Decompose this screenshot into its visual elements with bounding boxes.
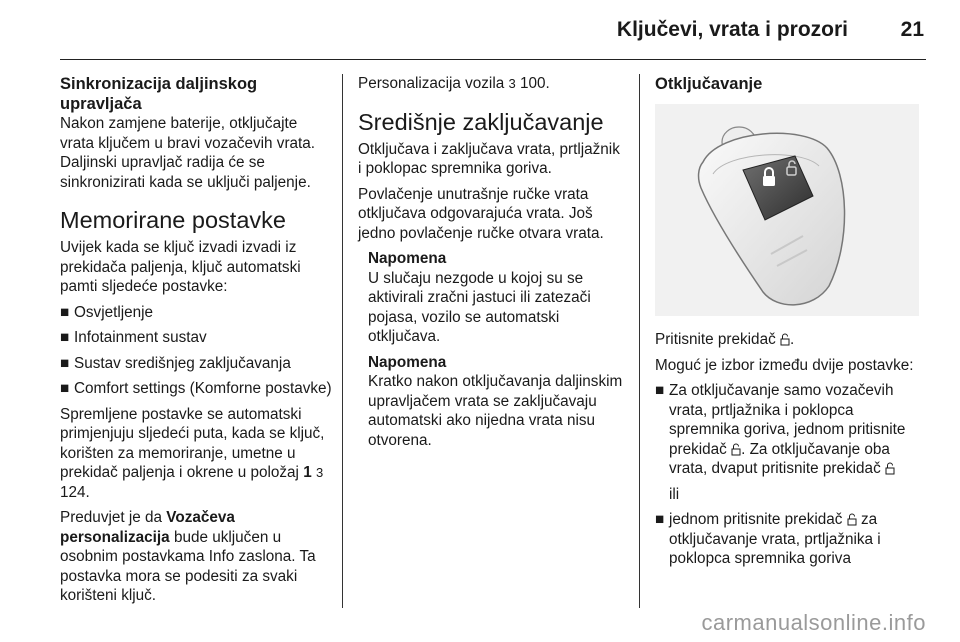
page-number: 21 xyxy=(900,18,924,41)
column-1 xyxy=(60,74,332,612)
column-3 xyxy=(655,74,927,575)
list-item: ■ Comfort settings (Komforne postavke) xyxy=(60,380,332,397)
choice-text: Moguć je izbor između dvije postavke: xyxy=(655,356,914,374)
unlock-icon xyxy=(885,461,895,474)
memory-intro: Uvijek kada se ključ izvadi izvadi iz prekidača paljenja, ključ automatski pamti sljedeće postavke: xyxy=(60,239,301,295)
saved-settings-text: Spremljene postavke se automatski primjenjuju sljedeći puta, kada se ključ, korišten za memoriranje, umetne u prekidač paljenja i okrene u položaj 1 3 124. xyxy=(60,405,325,501)
column-2 xyxy=(358,74,624,456)
press-switch-text: Pritisnite prekidač . xyxy=(655,331,795,348)
note-autolock xyxy=(368,353,624,451)
list-item: ■ Infotainment sustav xyxy=(60,329,207,346)
column-divider xyxy=(342,74,343,608)
note-title: Napomena xyxy=(368,353,447,371)
sync-text: Nakon zamjene baterije, otključajte vrata ključem u bravi vozačevih vrata. Daljinski upravljač radija će se sinkronizirati kada se uključi paljenje. xyxy=(60,115,316,191)
key-remote-illustration xyxy=(655,104,919,316)
bullet-icon: ■ xyxy=(60,354,70,372)
bullet-icon: ■ xyxy=(60,380,70,397)
column-divider xyxy=(639,74,640,608)
list-item: ■ Sustav središnjeg zaključavanja xyxy=(60,354,291,372)
prerequisite-text: Preduvjet je da Vozačeva personalizacija bude uključen u osobnim postavkama Info zaslona. Ta postavka mora se podesiti za svaki korišteni ključ. xyxy=(60,509,316,604)
central-locking-heading: Središnje zaključavanje xyxy=(358,108,604,135)
list-item: ■ Osvjetljenje xyxy=(60,303,154,321)
bullet-icon: ■ xyxy=(60,303,70,321)
memory-heading: Memorirane postavke xyxy=(60,207,286,233)
unlock-options-list xyxy=(655,381,927,569)
note-title: Napomena xyxy=(368,250,447,267)
bullet-icon: ■ xyxy=(60,329,70,346)
unlock-icon xyxy=(780,332,790,345)
unlock-icon xyxy=(847,512,857,525)
list-item: ■ jednom pritisnite prekidač za otključavanje vrata, prtljažnika i poklopca spremnika goriva xyxy=(655,511,881,567)
page-header xyxy=(0,0,960,60)
note-airbag xyxy=(368,249,624,347)
bullet-icon: ■ xyxy=(655,511,665,528)
page-reference[interactable]: 100. xyxy=(519,75,550,92)
position-number: 1 xyxy=(303,464,312,481)
reference-arrow-icon: 3 xyxy=(508,76,516,91)
or-text: ili xyxy=(669,485,680,503)
list-item: ■ Za otključavanje samo vozačevih vrata, prtljažnika i poklopca spremnika goriva, jednom pritisnite prekidač . Za otključavanje oba vrata, dvaput pritisnite prekidač ili xyxy=(655,381,927,504)
memory-list xyxy=(60,303,332,399)
watermark: carmanualsonline.info xyxy=(701,610,926,635)
central-locking-text: Otključava i zaključava vrata, prtljažnik i poklopac spremnika goriva. xyxy=(358,140,620,177)
personalization-ref: Personalizacija vozila 3 100. xyxy=(358,75,550,92)
bullet-icon: ■ xyxy=(655,382,665,399)
unlocking-heading: Otključavanje xyxy=(655,75,763,93)
key-remote-image xyxy=(655,104,919,316)
sync-heading: Sinkronizacija daljinskog upravljača xyxy=(60,75,258,113)
page-reference[interactable]: 124. xyxy=(60,483,90,501)
header-rule xyxy=(60,59,926,60)
unlock-icon xyxy=(731,442,741,455)
handle-text: Povlačenje unutrašnje ručke vrata otključava odgovarajuća vrata. Još jedno povlačenje ručke otvara vrata. xyxy=(358,185,604,242)
note-text: Kratko nakon otključavanja daljinskim upravljačem vrata se zaključavaju automatski ako nijedna vrata nisu otvorena. xyxy=(368,373,623,449)
note-text: U slučaju nezgode u kojoj su se aktivirali zračni jastuci ili zatezači pojasa, vozilo se automatski otključava. xyxy=(368,269,591,345)
header-title: Ključevi, vrata i prozori xyxy=(616,18,848,41)
reference-arrow-icon: 3 xyxy=(315,465,324,480)
